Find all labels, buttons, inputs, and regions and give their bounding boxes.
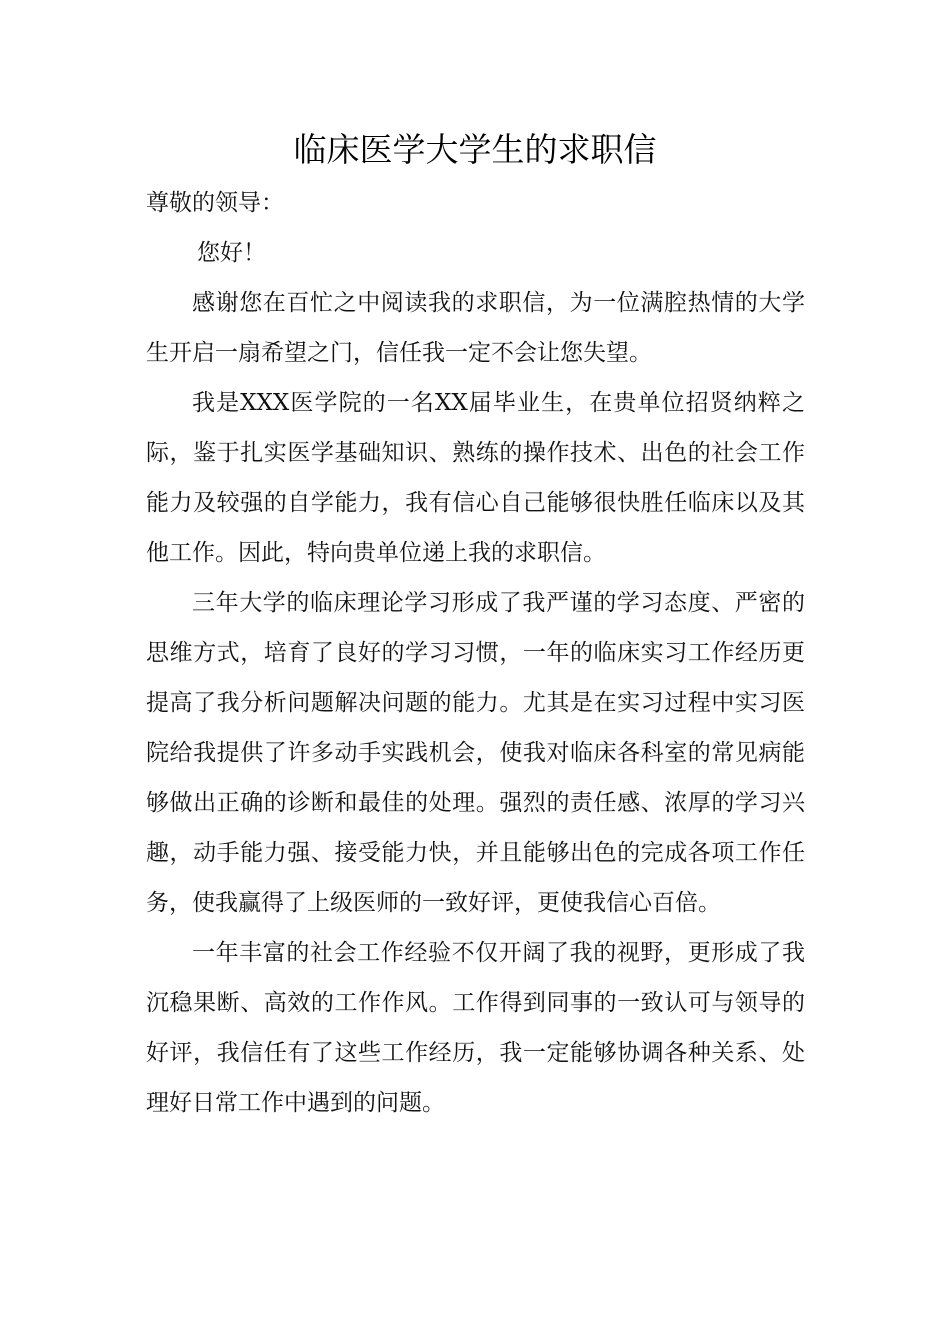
letter-body bbox=[146, 278, 805, 1128]
paragraph-thanks: 感谢您在百忙之中阅读我的求职信，为一位满腔热情的大学生开启一扇希望之门，信任我一定不会让您失望。 bbox=[146, 290, 805, 366]
paragraph-education: 三年大学的临床理论学习形成了我严谨的学习态度、严密的思维方式，培育了良好的学习习惯，一年的临床实习工作经历更提高了我分析问题解决问题的能力。尤其是在实习过程中实习医院给我提供了许多动手实践机会，使我对临床各科室的常见病能够做出正确的诊断和最佳的处理。强烈的责任感、浓厚的学习兴趣，动手能力强、接受能力快，并且能够出色的完成各项工作任务，使我赢得了上级医师的一致好评，更使我信心百倍。 bbox=[146, 590, 805, 916]
document-title: 临床医学大学生的求职信 bbox=[293, 130, 657, 169]
paragraph-introduction: 我是XXX医学院的一名XX届毕业生，在贵单位招贤纳粹之际，鉴于扎实医学基础知识、熟练的操作技术、出色的社会工作能力及较强的自学能力，我有信心自己能够很快胜任临床以及其他工作。因此，特向贵单位递上我的求职信。 bbox=[146, 390, 805, 566]
paragraph-experience: 一年丰富的社会工作经验不仅开阔了我的视野，更形成了我沉稳果断、高效的工作作风。工作得到同事的一致认可与领导的好评，我信任有了这些工作经历，我一定能够协调各种关系、处理好日常工作中遇到的问题。 bbox=[146, 940, 805, 1116]
salutation: 尊敬的领导： bbox=[146, 190, 284, 216]
greeting: 您好！ bbox=[197, 240, 266, 266]
